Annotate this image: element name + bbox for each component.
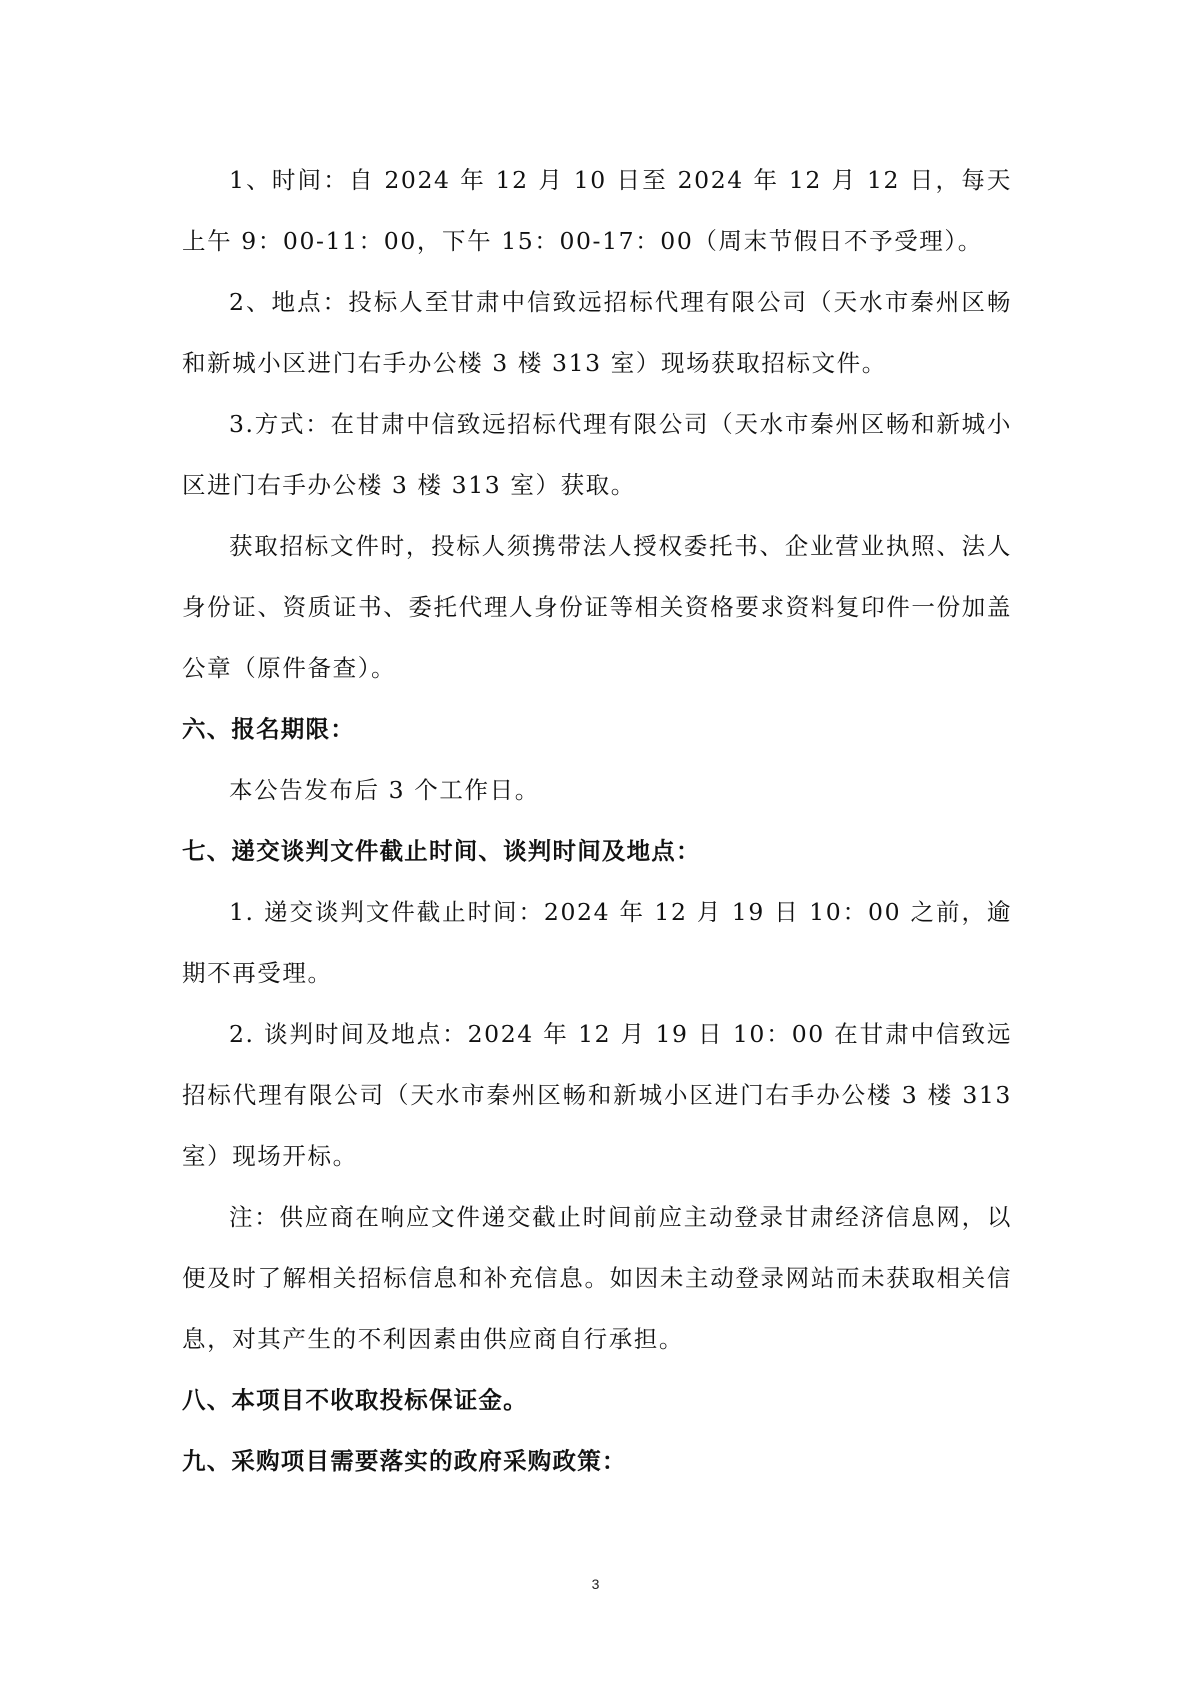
section-heading-deadline: 七、递交谈判文件截止时间、谈判时间及地点： [182, 837, 701, 865]
paragraph-location: 2、地点：投标人至甘肃中信致远招标代理有限公司（天水市秦州区畅和新城小区进门右手办公楼 3 楼 313 室）现场获取招标文件。 [182, 288, 1012, 377]
document-body [182, 150, 1012, 1492]
paragraph-time: 1、时间：自 2024 年 12 月 10 日至 2024 年 12 月 12 日，每天上午 9：00-11：00，下午 15：00-17：00（周末节假日不予受理）。 [182, 166, 1012, 255]
paragraph-method: 3.方式：在甘肃中信致远招标代理有限公司（天水市秦州区畅和新城小区进门右手办公楼 3 楼 313 室）获取。 [182, 410, 1012, 499]
section-heading-registration-period: 六、报名期限： [182, 715, 355, 743]
paragraph-note: 注：供应商在响应文件递交截止时间前应主动登录甘肃经济信息网，以便及时了解相关招标信息和补充信息。如因未主动登录网站而未获取相关信息，对其产生的不利因素由供应商自行承担。 [182, 1203, 1012, 1353]
page-number: 3 [591, 1576, 600, 1592]
section-heading-procurement-policy: 九、采购项目需要落实的政府采购政策： [182, 1447, 627, 1475]
paragraph-requirements: 获取招标文件时，投标人须携带法人授权委托书、企业营业执照、法人身份证、资质证书、委托代理人身份证等相关资格要求资料复印件一份加盖公章（原件备查）。 [182, 532, 1012, 682]
paragraph-registration-period: 本公告发布后 3 个工作日。 [229, 776, 540, 804]
paragraph-negotiation-time-location: 2. 谈判时间及地点：2024 年 12 月 19 日 10：00 在甘肃中信致远招标代理有限公司（天水市秦州区畅和新城小区进门右手办公楼 3 楼 313 室）现场开标。 [182, 1020, 1012, 1170]
section-heading-no-deposit: 八、本项目不收取投标保证金。 [182, 1386, 528, 1414]
paragraph-submission-deadline: 1. 递交谈判文件截止时间：2024 年 12 月 19 日 10：00 之前，逾期不再受理。 [182, 898, 1012, 987]
